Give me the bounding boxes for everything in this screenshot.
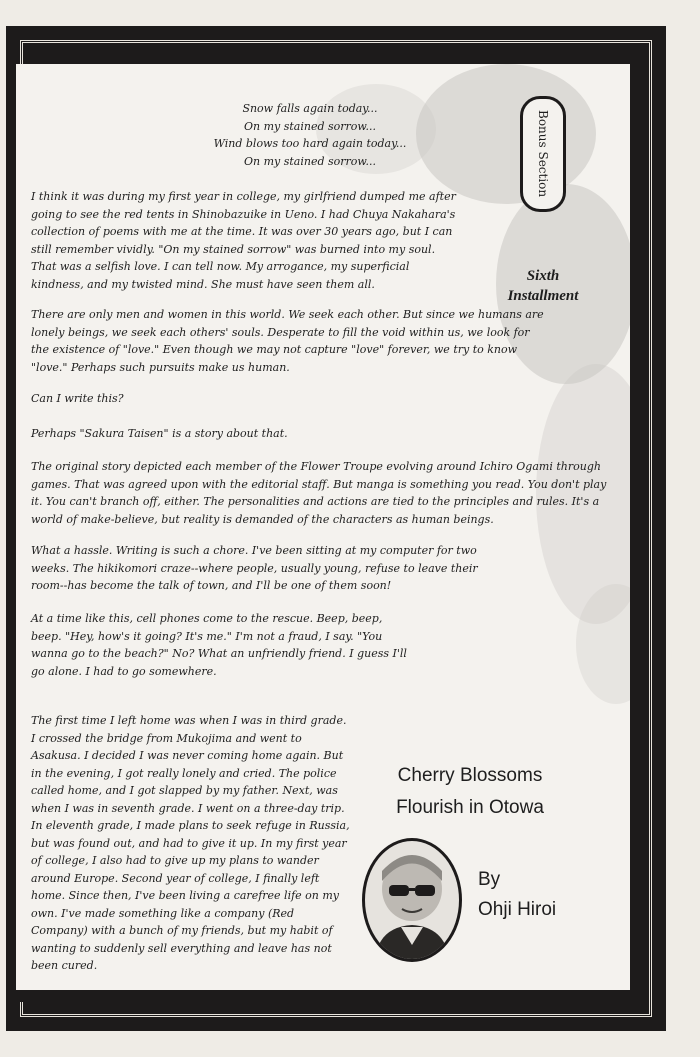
paragraph-writing-chore: What a hassle. Writing is such a chore. I've been sitting at my computer for two weeks. The hikikomori craze--where people, usually young, refuse to leave their room--has become the talk of town, and I'll be one of them soon! [31,544,478,592]
paragraph-original-story: The original story depicted each member of the Flower Troupe evolving around Ichiro Ogami through games. That was agreed upon with the editorial staff. But manga is something you read. You don't play it. You can't branch off, either. The personalities and actions are tied to the principles and rules. It's a world of make-believe, but reality is demanded of the characters as human beings. [31,460,607,526]
opening-poem [170,100,450,170]
author-name: Ohji Hiroi [478,899,557,920]
poem-line: Wind blows too hard again today... [213,137,407,150]
author-credit [478,865,556,925]
paragraph-college-breakup: I think it was during my first year in college, my girlfriend dumped me after going to see the red tents in Shinobazuike in Ueno. I had Chuya Nakahara's collection of poems with me at the time. It was over 30 years ago, but I can still remember vividly. "On my stained sorrow" was burned into my soul. That was a selfish love. I can tell now. My arrogance, my superficial kindness, and my twisted mind. She must have seen them all. [31,190,456,291]
poem-line: Snow falls again today... [242,102,378,115]
installment-label [488,266,598,306]
paragraph-leaving-home: The first time I left home was when I was in third grade. I crossed the bridge from Mukojima and went to Asakusa. I decided I was never coming home again. But in the evening, I got really lonely and cried. The police called home, and I got slapped by my father. Next, was when I was in seventh grade. I went on a three-day trip. In eleventh grade, I made plans to seek refuge in Russia, but was found out, and had to give it up. In my first year of college, I also had to give up my plans to wander around Europe. Second year of college, I finally left home. Since then, I've been living a carefree life on my own. I've made something like a company (Red Company) with a bunch of my friends, but my habit of wanting to suddenly sell everything and leave has not been cured. [31,714,350,972]
paragraph-cell-phones: At a time like this, cell phones come to the rescue. Beep, beep, beep. "Hey, how's it going? It's me." I'm not a fraud, I say. "You wanna go to the beach?" No? What an unfriendly friend. I guess I'll go alone. I had to go somewhere. [31,612,407,678]
installment-number: Sixth [526,268,560,284]
paragraph-men-and-women: There are only men and women in this world. We seek each other. But since we humans are lonely beings, we seek each others' souls. Desperate to fill the void within us, we look for the existence of "love." Even though we may not capture "love" forever, we try to know "love." Perhaps such pursuits make us human. [31,308,544,374]
author-portrait [362,838,462,962]
article-title [370,760,570,824]
poem-line: On my stained sorrow... [243,154,377,168]
author-portrait-illustration [365,841,459,959]
title-line: Flourish in Otowa [396,797,544,818]
paragraph-can-i-write: Can I write this? [31,392,124,405]
poem-line: On my stained sorrow... [243,119,377,133]
title-line: Cherry Blossoms [397,765,543,786]
torn-bottom-edge [16,990,630,1002]
paragraph-sakura-taisen: Perhaps "Sakura Taisen" is a story about that. [31,427,288,440]
installment-word: Installment [507,288,579,304]
bonus-section-badge [520,96,566,212]
author-by: By [478,869,501,890]
bonus-section-label: Bonus Section [536,110,550,198]
